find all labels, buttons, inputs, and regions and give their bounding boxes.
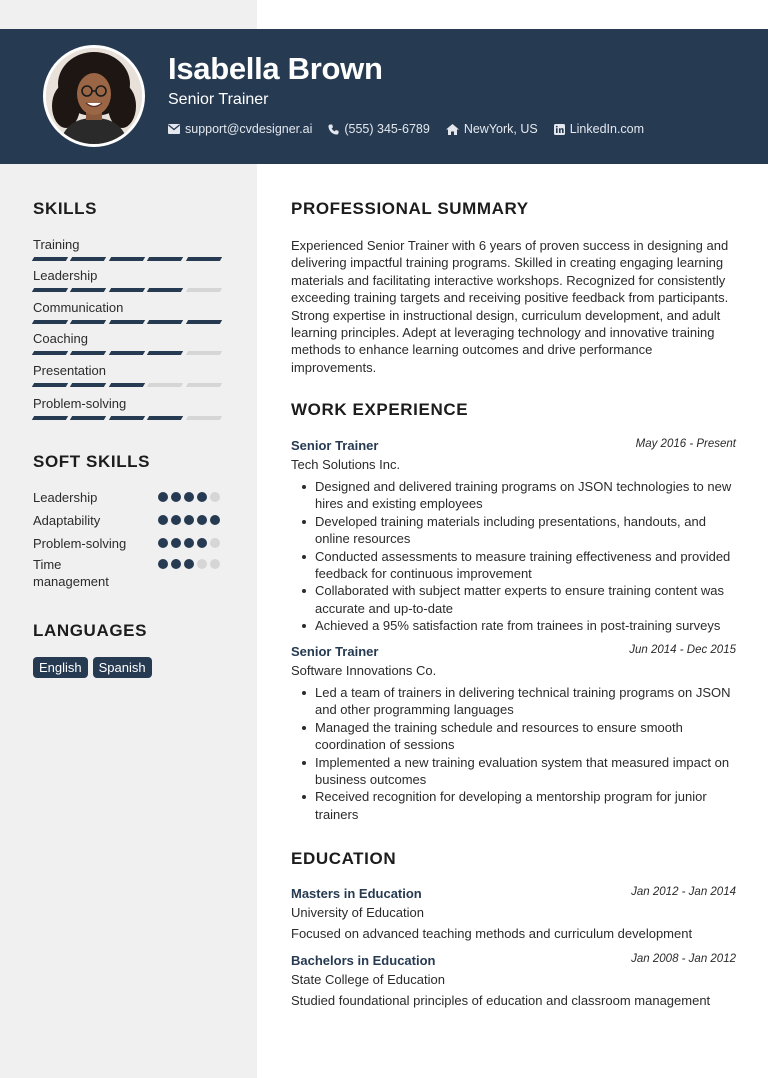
- skill-level-bar: [33, 288, 223, 292]
- soft-skill-dots: [158, 538, 220, 548]
- level-segment: [70, 257, 107, 261]
- soft-skill-item: [33, 489, 225, 506]
- level-segment: [109, 288, 146, 292]
- level-segment: [147, 383, 184, 387]
- level-segment: [185, 383, 222, 387]
- job-title: Senior Trainer: [291, 644, 379, 659]
- level-segment: [109, 383, 146, 387]
- experience-heading: WORK EXPERIENCE: [291, 400, 469, 419]
- contact-list: [168, 122, 644, 136]
- job-bullets: [291, 478, 736, 635]
- language-list: [33, 657, 152, 678]
- job-bullet: Designed and delivered training programs on JSON technologies to new hires and existing employees: [291, 478, 736, 513]
- job-bullet: Implemented a new training evaluation system that measured impact on business outcomes: [291, 754, 736, 789]
- job-date: May 2016 - Present: [635, 438, 736, 450]
- contact-phone-text: (555) 345-6789: [344, 122, 430, 136]
- job-entry: [291, 438, 736, 635]
- education-date: Jan 2008 - Jan 2012: [631, 953, 736, 965]
- level-segment: [109, 416, 146, 420]
- level-dot: [197, 492, 207, 502]
- level-dot: [210, 559, 220, 569]
- education-entry: [291, 953, 736, 1008]
- level-dot: [184, 559, 194, 569]
- skill-level-bar: [33, 351, 223, 355]
- level-segment: [32, 351, 69, 355]
- level-segment: [109, 320, 146, 324]
- skill-name: Communication: [33, 300, 124, 315]
- linkedin-icon: [554, 124, 565, 135]
- level-segment: [185, 416, 222, 420]
- level-segment: [147, 351, 184, 355]
- education-heading: EDUCATION: [291, 849, 397, 868]
- contact-email-text: support@cvdesigner.ai: [185, 122, 313, 136]
- level-segment: [109, 257, 146, 261]
- education-date: Jan 2012 - Jan 2014: [631, 886, 736, 898]
- level-dot: [197, 515, 207, 525]
- job-bullet: Led a team of trainers in delivering technical training programs on JSON and other programming languages: [291, 684, 736, 719]
- level-dot: [197, 559, 207, 569]
- level-dot: [210, 492, 220, 502]
- education-school: State College of Education: [291, 972, 445, 987]
- contact-phone[interactable]: [328, 122, 429, 136]
- level-dot: [171, 515, 181, 525]
- education-school: University of Education: [291, 905, 424, 920]
- job-bullet: Developed training materials including presentations, handouts, and online resources: [291, 513, 736, 548]
- education-degree: Masters in Education: [291, 886, 422, 901]
- level-dot: [210, 538, 220, 548]
- education-description: Focused on advanced teaching methods and curriculum development: [291, 926, 693, 941]
- skill-level-bar: [33, 383, 223, 387]
- skill-item: [33, 331, 223, 355]
- skill-name: Coaching: [33, 331, 88, 346]
- skill-item: [33, 363, 223, 387]
- summary-heading: PROFESSIONAL SUMMARY: [291, 199, 529, 218]
- job-bullet: Conducted assessments to measure training effectiveness and provided feedback for continuous improvement: [291, 548, 736, 583]
- skill-name: Leadership: [33, 268, 98, 283]
- envelope-icon: [168, 124, 180, 134]
- level-dot: [158, 538, 168, 548]
- job-company: Tech Solutions Inc.: [291, 457, 401, 472]
- skill-level-bar: [33, 320, 223, 324]
- level-dot: [184, 538, 194, 548]
- skill-name: Presentation: [33, 363, 106, 378]
- level-dot: [184, 515, 194, 525]
- soft-skill-dots: [158, 515, 220, 525]
- skill-item: [33, 300, 223, 324]
- summary-text: Experienced Senior Trainer with 6 years of proven success in designing and delivering impactful training programs. Skilled in creating engaging learning materials and facilitating interactive workshops. Recognized for consistently exceeding training targets and receiving positive feedback from participants. Strong expertise in instructional design, curriculum development, and adult learning principles. Adept at leveraging technology and innovative training methods to enhance learning outcomes and drive performance improvements.: [291, 238, 729, 375]
- level-segment: [70, 351, 107, 355]
- level-segment: [185, 257, 222, 261]
- candidate-title: Senior Trainer: [168, 91, 269, 108]
- level-dot: [158, 559, 168, 569]
- level-segment: [32, 383, 69, 387]
- home-icon: [446, 124, 459, 135]
- level-segment: [32, 320, 69, 324]
- profile-photo: [43, 45, 145, 147]
- job-title: Senior Trainer: [291, 438, 379, 453]
- level-segment: [147, 257, 184, 261]
- phone-icon: [328, 124, 339, 135]
- skill-item: [33, 268, 223, 292]
- education-degree: Bachelors in Education: [291, 953, 436, 968]
- skill-item: [33, 237, 223, 261]
- contact-linkedin-text: LinkedIn.com: [569, 122, 645, 136]
- language-badge-english: English: [33, 657, 88, 678]
- soft-skill-item: [33, 512, 225, 529]
- level-segment: [147, 416, 184, 420]
- level-segment: [70, 288, 107, 292]
- soft-skill-item: [33, 556, 225, 590]
- level-segment: [32, 288, 69, 292]
- job-entry: [291, 644, 736, 823]
- level-segment: [185, 288, 222, 292]
- soft-skill-name: Problem-solving: [33, 536, 127, 551]
- soft-skills-heading: SOFT SKILLS: [33, 452, 151, 471]
- level-segment: [147, 320, 184, 324]
- soft-skill-dots: [158, 559, 220, 569]
- level-segment: [185, 351, 222, 355]
- contact-location-text: NewYork, US: [463, 122, 538, 136]
- level-segment: [70, 383, 107, 387]
- job-bullet: Collaborated with subject matter experts to ensure training content was accurate and up-to-date: [291, 582, 736, 617]
- job-bullet: Received recognition for developing a mentorship program for junior trainers: [291, 788, 736, 823]
- education-entry: [291, 886, 736, 941]
- contact-linkedin[interactable]: [554, 122, 644, 136]
- contact-email[interactable]: [168, 122, 312, 136]
- level-segment: [32, 416, 69, 420]
- job-bullets: [291, 684, 736, 823]
- skill-name: Problem-solving: [33, 396, 127, 411]
- level-dot: [197, 538, 207, 548]
- candidate-name: Isabella Brown: [168, 51, 383, 86]
- soft-skill-name: Time management: [33, 557, 109, 589]
- level-dot: [171, 538, 181, 548]
- job-bullet: Achieved a 95% satisfaction rate from trainees in post-training surveys: [291, 617, 736, 634]
- level-segment: [147, 288, 184, 292]
- skill-item: [33, 396, 223, 420]
- languages-heading: LANGUAGES: [33, 621, 148, 640]
- soft-skill-name: Leadership: [33, 490, 98, 505]
- level-segment: [70, 320, 107, 324]
- job-date: Jun 2014 - Dec 2015: [629, 644, 736, 656]
- skill-level-bar: [33, 257, 223, 261]
- level-dot: [158, 515, 168, 525]
- education-description: Studied foundational principles of education and classroom management: [291, 993, 711, 1008]
- skill-name: Training: [33, 237, 80, 252]
- level-dot: [158, 492, 168, 502]
- job-company: Software Innovations Co.: [291, 663, 437, 678]
- level-dot: [171, 559, 181, 569]
- soft-skill-dots: [158, 492, 220, 502]
- level-segment: [109, 351, 146, 355]
- skills-heading: SKILLS: [33, 199, 98, 218]
- soft-skill-item: [33, 535, 225, 552]
- soft-skill-name: Adaptability: [33, 513, 101, 528]
- language-badge-spanish: Spanish: [93, 657, 152, 678]
- level-dot: [210, 515, 220, 525]
- job-bullet: Managed the training schedule and resources to ensure smooth coordination of sessions: [291, 719, 736, 754]
- skill-level-bar: [33, 416, 223, 420]
- level-dot: [184, 492, 194, 502]
- contact-location[interactable]: [446, 122, 538, 136]
- level-segment: [70, 416, 107, 420]
- level-segment: [185, 320, 222, 324]
- level-segment: [32, 257, 69, 261]
- level-dot: [171, 492, 181, 502]
